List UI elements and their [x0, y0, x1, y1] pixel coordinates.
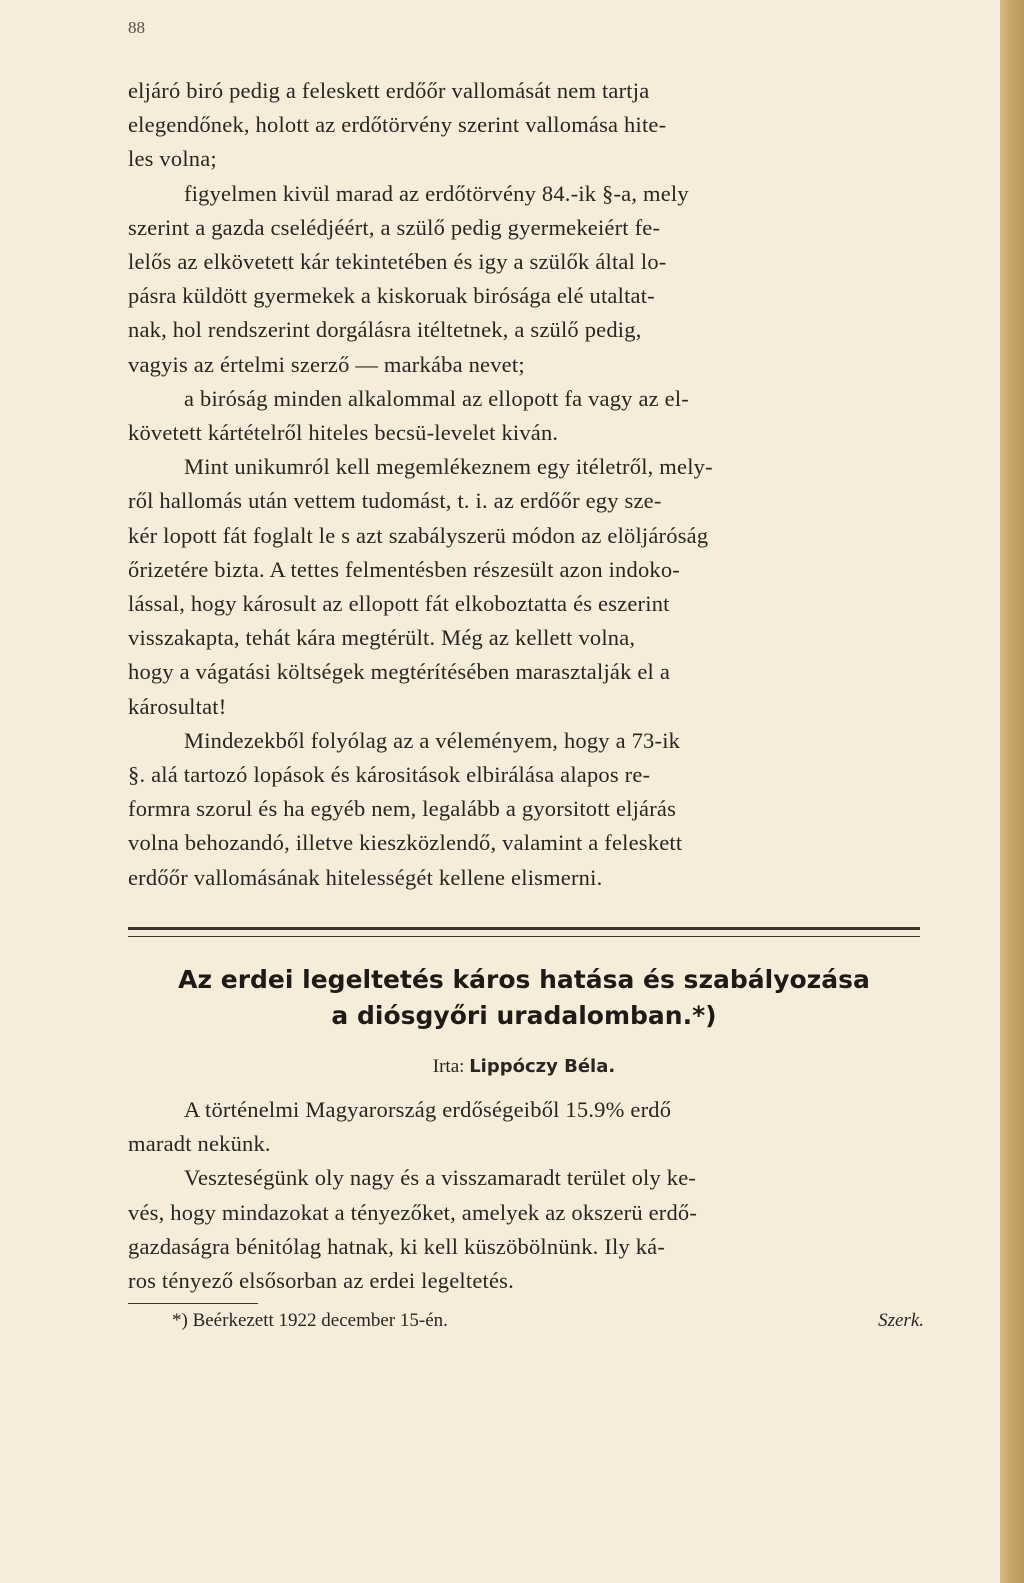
text-line: visszakapta, tehát kára megtérült. Még az kellett volna,	[128, 625, 636, 651]
text-line: nak, hol rendszerint dorgálásra itéltetnek, a szülő pedig,	[128, 317, 642, 343]
text-line: les volna;	[128, 146, 217, 172]
text-line: A történelmi Magyarország erdőségeiből 15.9% erdő	[184, 1097, 672, 1122]
text-line: szerint a gazda cselédjéért, a szülő pedig gyermekeiért fe-	[128, 214, 661, 240]
text-line: elegendőnek, holott az erdőtörvény szerint vallomása hite-	[128, 112, 667, 138]
page-edge	[1000, 0, 1024, 1583]
body-text	[128, 74, 920, 895]
text-line: Mindezekből folyólag az a véleményem, hogy a 73-ik	[184, 727, 681, 753]
text-line: eljáró biró pedig a feleskett erdőőr vallomását nem tartja	[128, 78, 650, 103]
text-line: hogy a vágatási költségek megtérítésében marasztalják el a	[128, 659, 671, 685]
text-line: őrizetére bizta. A tettes felmentésben részesült azon indoko-	[128, 556, 680, 582]
text-line: Mint unikumról kell megemlékeznem egy itéletről, mely-	[184, 454, 713, 480]
text-line: ros tényező elsősorban az erdei legeltetés.	[128, 1268, 514, 1294]
text-line: volna behozandó, illetve kieszközlendő, valamint a feleskett	[128, 830, 683, 856]
text-line: figyelmen kivül marad az erdőtörvény 84.-ik §-a, mely	[184, 180, 689, 206]
text-line: pásra küldött gyermekek a kiskoruak birósága elé utaltat-	[128, 283, 655, 309]
footnote-text: *) Beérkezett 1922 december 15-én.	[172, 1310, 448, 1331]
article-title-line: Az erdei legeltetés káros hatása és szabályozása	[178, 965, 870, 994]
text-line: követett kártételről hiteles becsü-levelet kiván.	[128, 420, 559, 446]
article-byline	[128, 1056, 920, 1078]
text-line: gazdaságra bénitólag hatnak, ki kell küszöbölnünk. Ily ká-	[128, 1233, 666, 1259]
footnote-divider	[128, 1303, 258, 1304]
text-line: vés, hogy mindazokat a tényezőket, amelyek az okszerü erdő-	[128, 1199, 698, 1225]
section-divider	[128, 927, 920, 937]
text-line: §. alá tartozó lopások és kárositások elbirálása alapos re-	[128, 762, 651, 788]
text-line: maradt nekünk.	[128, 1131, 271, 1157]
text-line: kér lopott fát foglalt le s azt szabályszerü módon az elöljáróság	[128, 522, 709, 548]
text-line: ről hallomás után vettem tudomást, t. i. az erdőőr egy sze-	[128, 488, 662, 514]
text-line: Veszteségünk oly nagy és a visszamaradt terület oly ke-	[184, 1165, 697, 1191]
footnote	[172, 1308, 924, 1334]
article-text	[128, 1093, 920, 1298]
footnote-editor: Szerk.	[878, 1310, 924, 1331]
article-title	[118, 962, 930, 1034]
text-line: a biróság minden alkalommal az ellopott fa vagy az el-	[184, 385, 689, 411]
text-line: erdőőr vallomásának hitelességét kellene elismerni.	[128, 864, 603, 890]
text-line: lelős az elkövetett kár tekintetében és igy a szülők által lo-	[128, 249, 667, 275]
author-name: Lippóczy Béla.	[469, 1056, 616, 1077]
text-line: formra szorul és ha egyéb nem, legalább a gyorsitott eljárás	[128, 796, 677, 822]
article-title-line: a diósgyőri uradalomban.*)	[331, 1001, 717, 1030]
page-number: 88	[128, 18, 145, 37]
text-line: károsultat!	[128, 693, 227, 719]
byline-prefix: Irta:	[432, 1056, 465, 1077]
text-line: vagyis az értelmi szerző — markába nevet;	[128, 351, 525, 377]
text-line: lással, hogy károsult az ellopott fát elkoboztatta és eszerint	[128, 591, 670, 617]
